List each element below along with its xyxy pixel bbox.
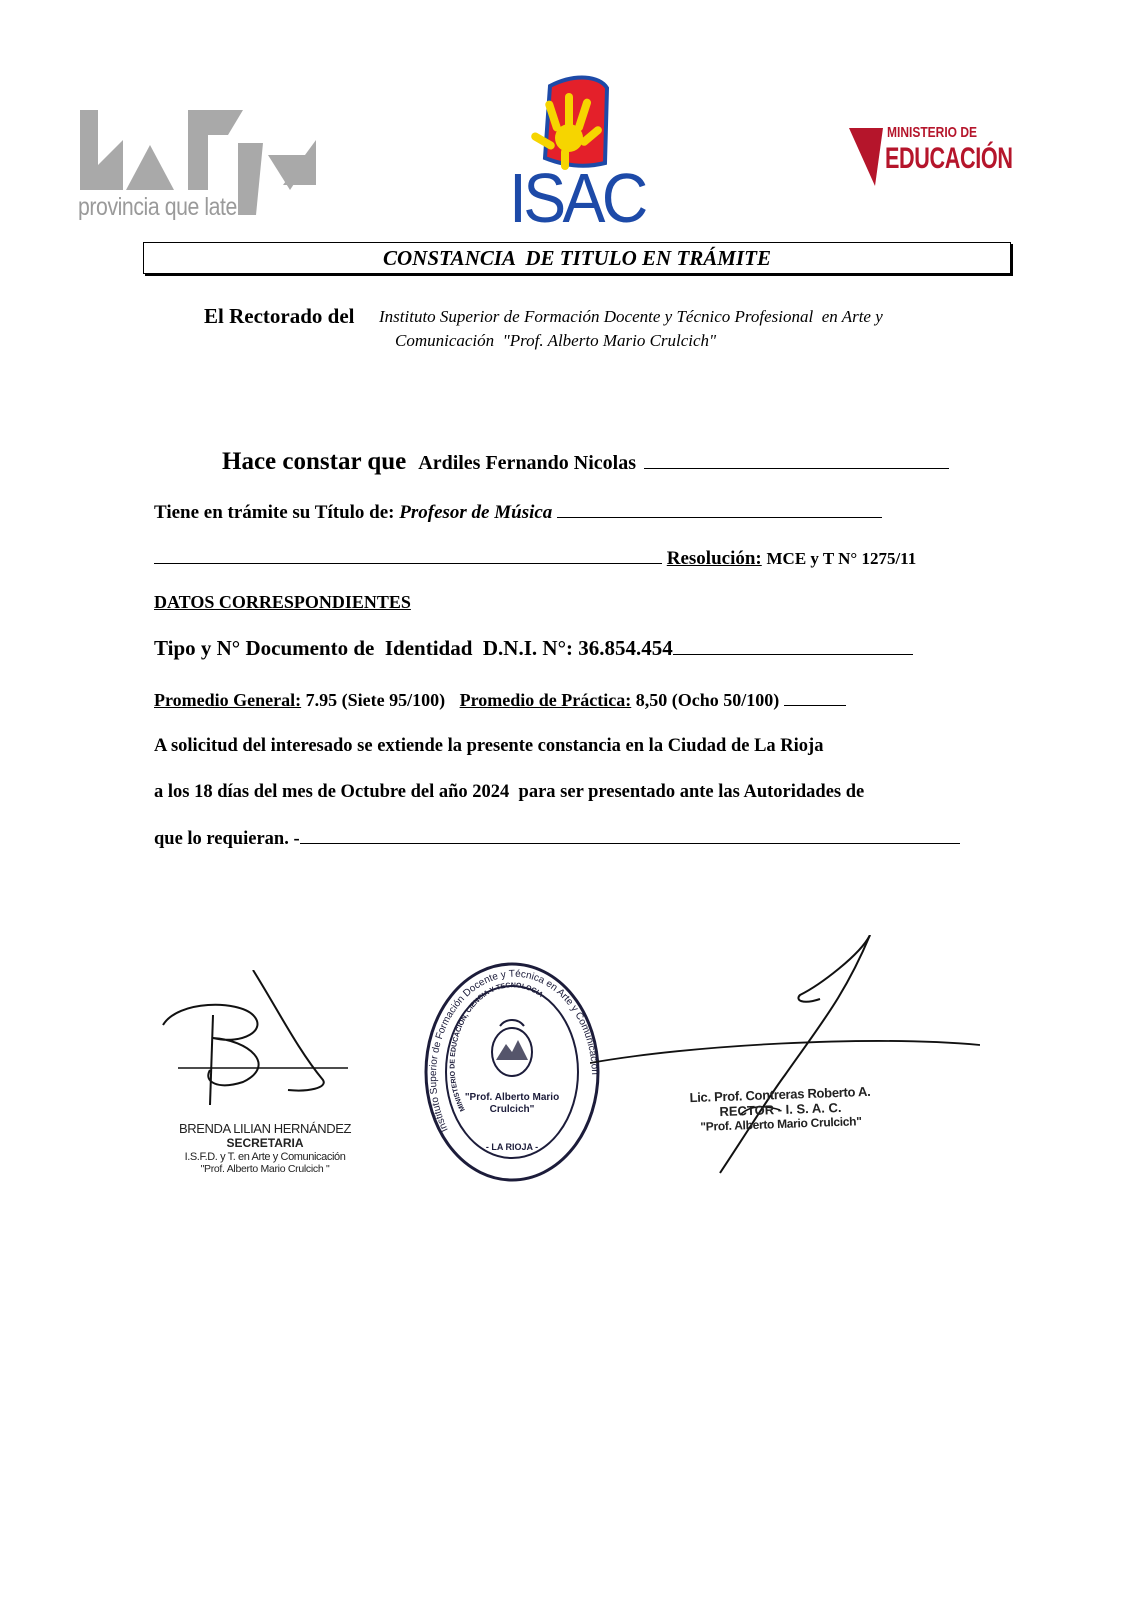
isac-logo	[505, 68, 650, 237]
documento-label: Tipo y N° Documento de Identidad D.N.I. N°:	[154, 636, 573, 660]
paragraph-1: A solicitud del interesado se extiende la presente constancia en la Ciudad de La Rioja	[154, 736, 824, 756]
secretaria-institute-name: "Prof. Alberto Mario Crulcich "	[200, 1163, 330, 1176]
isac-wordmark: ISAC	[509, 159, 645, 237]
institute-line-1: Instituto Superior de Formación Docente y Técnico Profesional en Arte y	[379, 307, 883, 326]
seal-outer-text: Instituto Superior de Formación Docente y Técnica en Arte y Comunicación	[427, 968, 600, 1134]
paragraph-3-line	[154, 829, 960, 850]
institute-line-2: Comunicación "Prof. Alberto Mario Crulcich"	[395, 331, 717, 350]
paragraph-3-fill-line	[300, 842, 960, 844]
titulo-line	[154, 502, 882, 524]
promedio-general-value: 7.95 (Siete 95/100)	[305, 690, 446, 710]
promedios-fill-line	[784, 704, 846, 706]
official-seal	[420, 960, 600, 1185]
la-rioja-logo	[78, 105, 323, 230]
seal-bottom-text: - LA RIOJA -	[485, 1142, 539, 1152]
ministerio-chevron-icon	[845, 124, 885, 186]
intro-lead: El Rectorado del	[204, 304, 355, 328]
resolucion-fill-line	[154, 562, 662, 564]
promedio-practica-value: 8,50 (Ocho 50/100)	[635, 690, 780, 710]
promedio-practica-label: Promedio de Práctica:	[459, 690, 632, 710]
resolucion-line	[154, 548, 916, 570]
secretaria-signature-icon	[158, 970, 358, 1105]
ministerio-educacion-logo	[845, 120, 1013, 190]
promedio-general-label: Promedio General:	[154, 690, 302, 710]
seal-center-line2: Crulcich"	[489, 1104, 535, 1115]
titulo-fill-line	[557, 516, 882, 518]
secretaria-name: BRENDA LILIAN HERNÁNDEZ	[178, 1121, 352, 1136]
seal-inner-text: MINISTERIO DE EDUCACION, CIENCIA Y TECNOLOGIA	[449, 982, 545, 1113]
title-box	[143, 242, 1011, 274]
rector-name: Lic. Prof. Contreras Roberto A.	[689, 1083, 871, 1106]
seal-icon	[420, 960, 600, 1185]
titulo-value: Profesor de Música	[399, 502, 553, 523]
ministerio-line2: EDUCACIÓN	[885, 142, 1013, 175]
la-rioja-tagline: provincia que late	[78, 193, 237, 221]
secretaria-block	[165, 1122, 365, 1175]
seal-center-line1: "Prof. Alberto Mario	[464, 1092, 560, 1103]
rector-signature-icon	[590, 935, 980, 1175]
titulo-label: Tiene en trámite su Título de:	[154, 502, 395, 523]
documento-value: 36.854.454	[578, 636, 673, 660]
datos-heading: DATOS CORRESPONDIENTES	[154, 592, 411, 612]
secretaria-institute: I.S.F.D. y T. en Arte y Comunicación	[184, 1150, 346, 1163]
paragraph-2: a los 18 días del mes de Octubre del año 2024 para ser presentado ante las Autoridades de	[154, 782, 865, 802]
rector-block	[687, 1085, 873, 1135]
secretaria-title: SECRETARIA	[226, 1135, 304, 1150]
paragraph-3: que lo requieran. -	[154, 829, 300, 849]
resolucion-value: MCE y T N° 1275/11	[766, 549, 917, 568]
documento-fill-line	[673, 653, 913, 655]
hace-constar-label: Hace constar que	[222, 448, 407, 475]
name-fill-line	[644, 467, 949, 469]
student-name: Ardiles Fernando Nicolas	[418, 452, 637, 474]
promedios-line	[154, 690, 846, 711]
hace-constar-line	[222, 448, 949, 476]
rector-title: RECTOR - I. S. A. C.	[719, 1099, 842, 1120]
seal-emblem-icon	[492, 1020, 532, 1076]
resolucion-label: Resolución:	[666, 548, 762, 569]
documento-line	[154, 636, 913, 661]
document-title: CONSTANCIA DE TITULO EN TRÁMITE	[383, 246, 771, 270]
rector-institute-name: "Prof. Alberto Mario Crulcich"	[700, 1114, 862, 1134]
ministerio-line1: MINISTERIO DE	[887, 124, 978, 141]
